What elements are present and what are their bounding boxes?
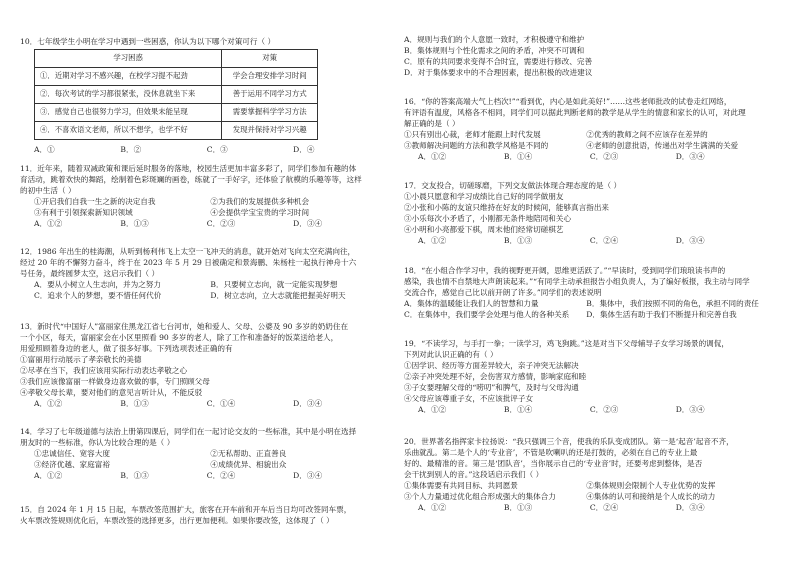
statement: ②无私帮助、正直善良 xyxy=(210,449,287,458)
statement: ①开启我们自我一生之新的决定自我 xyxy=(34,197,156,206)
question-stem-line: 16．“你的答案高端大气上档次!”“看到优，内心是如此美好!”……这些老师批改的试卷走红网络， xyxy=(404,97,732,106)
question-20 xyxy=(404,436,776,513)
option-a[interactable]: A．①② xyxy=(418,405,447,414)
answer-options xyxy=(404,404,776,415)
option-c[interactable]: C．原有的共同要求变得不合时宜，需要进行修改、完善 xyxy=(404,57,593,66)
answer-options xyxy=(20,218,394,229)
option-b[interactable]: B．①③ xyxy=(503,503,533,512)
question-stem-line: 20．世界著名指挥家卡拉扬说：“我只强调三个音，使我的乐队变成团队。第一是‘起音’起音不齐， xyxy=(404,437,734,446)
option-c[interactable]: C．②③ xyxy=(206,219,236,228)
question-14 xyxy=(20,426,394,481)
question-stem-line: 15．自 2024 年 1 月 15 日起，车票改签范围扩大，旅客在开车前和开车后当日均可改签同车票， xyxy=(20,505,352,514)
statement: ③教师解决问题的方法和教学风格是不同的 xyxy=(404,141,549,150)
question-stem-line: 的初中生活（ ） xyxy=(20,186,76,195)
question-stem-line: 经过 20 年的不懈努力奋斗，终于在 2023 年 5 月 29 日被确定和景海鹏、朱杨柱一起执行神舟十六 xyxy=(20,258,357,267)
table-cell: 学会合理安排学习时间 xyxy=(222,68,318,86)
option-d[interactable]: D．③④ xyxy=(293,219,323,228)
answer-options xyxy=(20,470,394,481)
statement: ③子女要理解父母的“唠叨”和脾气，及时与父母沟通 xyxy=(404,383,579,392)
question-stem-line: 18．“在小组合作学习中，我的视野更开阔，思维更活跃了。”“早读时，受到同学们琅琅读书声的 xyxy=(404,266,726,275)
question-stem-line: 解正确的是（ ） xyxy=(404,119,460,128)
option-b[interactable]: B．只要树立志向，就一定能实现梦想 xyxy=(210,280,338,289)
question-stem-line: 乐曲就乱。第二是个人的‘专业音’，不管是吹喇叭的还是打鼓的，必须在自己的专业上最 xyxy=(404,448,698,457)
statement: ④孝敬父母长辈，要对他们的意见言听计从，不能反驳 xyxy=(20,388,203,397)
statement: ②集体规则会限制个人专业优势的发挥 xyxy=(586,481,716,490)
question-19 xyxy=(404,338,776,415)
option-a[interactable]: A．要从小树立人生志向，并为之努力 xyxy=(34,280,161,289)
table-cell: ③．感觉自己也很努力学习，但效果未能呈现 xyxy=(35,104,222,122)
option-d[interactable]: D．③④ xyxy=(675,405,705,414)
option-b[interactable]: B．①④ xyxy=(503,405,533,414)
option-d[interactable]: D．③④ xyxy=(293,399,323,408)
question-15 xyxy=(20,504,394,526)
statement: ①集体需要有共同目标、共同愿景 xyxy=(404,481,518,490)
question-18 xyxy=(404,265,776,320)
option-b[interactable]: B．①③ xyxy=(503,236,533,245)
statement-row xyxy=(20,196,394,207)
statement: ③有利于引领探索新知识领域 xyxy=(34,208,133,217)
question-10 xyxy=(20,36,394,155)
option-c[interactable]: C．③ xyxy=(206,145,228,154)
answer-options xyxy=(404,309,776,320)
question-stem-line: 13．新时代“中国好人”富丽家住黑龙江省七台河市，她和爱人、父母、公婆及 90 多岁的奶奶住在 xyxy=(20,322,349,331)
question-stem-line: 12．1986 年出生的桂海潮，从听到杨利伟飞上太空一飞冲天的消息，就开始对飞向太空充满向往， xyxy=(20,247,356,256)
table-row xyxy=(35,122,318,140)
option-b[interactable]: B．①③ xyxy=(120,471,149,480)
option-b[interactable]: B．② xyxy=(120,145,142,154)
statement: ②为我们的发展提供多种机会 xyxy=(210,197,310,206)
option-d[interactable]: D．③④ xyxy=(293,471,323,480)
question-stem: 17．交友投合，切磋琢磨，下列交友做法体现合理态度的是（ ） xyxy=(404,181,622,190)
statement-row xyxy=(20,448,394,459)
statement: ④集体的认可和接纳是个人成长的动力 xyxy=(586,492,716,501)
question-stem-line: 14．学习了七年级道德与法治上册第四课后，同学们在一起讨论交友的一些标准，其中是小明在选择 xyxy=(20,427,357,436)
option-a[interactable]: A．规则与我们的个人意愿一致时，才积极遵守和维护 xyxy=(404,35,585,44)
question-stem-line: 号任务，最终圆梦太空，这启示我们（ ） xyxy=(20,269,160,278)
question-stem-line: 会干扰到别人的音。”这段话启示我们（ ） xyxy=(404,470,544,479)
question-16 xyxy=(404,96,776,162)
table-row xyxy=(35,68,318,86)
statement: ①只有别出心裁，老师才能跟上时代发展 xyxy=(404,130,541,139)
question-stem-line: 用爱照顾着身边的老人，做了很多好事。下列选项表述正确的有 xyxy=(20,344,233,353)
option-c[interactable]: C．②③ xyxy=(589,405,619,414)
statement: ②小张和小陈的友谊只维持在好友的时候间，能够真言指出来 xyxy=(404,203,610,212)
statement-row xyxy=(404,129,776,140)
option-c[interactable]: C．在集体中，我们要学会处理与他人的各种关系 xyxy=(404,310,570,319)
table-row xyxy=(35,104,318,122)
statement: ④会提供学宝宝贵的学习时间 xyxy=(210,208,310,217)
answer-options xyxy=(20,144,394,155)
question-13 xyxy=(20,321,394,409)
option-d[interactable]: D．③④ xyxy=(675,236,705,245)
question-stem-line: 朋友时的一些标准，你认为比较合理的是（ ） xyxy=(20,438,175,447)
option-a[interactable]: A．①② xyxy=(34,471,63,480)
option-d[interactable]: D．③④ xyxy=(675,152,705,161)
question-stem-line: 火车票改签规则优化后，车票改签的选择更多，出行更加便利。如果你要改签，这体现了（ ） xyxy=(20,516,334,525)
option-a[interactable]: A．①② xyxy=(418,503,447,512)
option-d[interactable]: D．树立志向，立大志就能把握美好明天 xyxy=(210,291,346,300)
table-cell: ④．不喜欢语文老师，所以不想学，也学不好 xyxy=(35,122,222,140)
statement: ④老师的创意批语，传递出对学生满满的关爱 xyxy=(586,141,739,150)
statement: ③个人力量通过优化组合形成强大的集体合力 xyxy=(404,492,556,501)
option-b[interactable]: B．①③ xyxy=(120,399,149,408)
option-c[interactable]: C．②④ xyxy=(589,503,619,512)
option-a[interactable]: A．①② xyxy=(34,219,63,228)
answer-options xyxy=(404,502,776,513)
statement-row xyxy=(404,480,776,491)
statement: ④小明和小亮都爱下棋，周末他们经常切磋棋艺 xyxy=(404,225,564,234)
question-stem: 10．七年级学生小明在学习中遇到一些困惑，你认为以下哪个对策可行（ ） xyxy=(20,37,276,46)
statement: ②尽孝在当下，我们应该用实际行动表达孝敬之心 xyxy=(20,366,188,375)
question-stem-line: 好的、最精准的音。第三是‘团队音’，当你展示自己的‘专业音’时，还要考虑到整体，是否 xyxy=(404,459,703,468)
option-d[interactable]: D．④ xyxy=(293,145,315,154)
option-b[interactable]: B．①③ xyxy=(120,219,149,228)
table-cell: 需要掌握科学学习方法 xyxy=(222,104,318,122)
question-17 xyxy=(404,180,776,246)
table-cell: 发现并保持对学习兴趣 xyxy=(222,122,318,140)
statement: ③经济优越、家庭富裕 xyxy=(34,460,110,469)
table-header: 对策 xyxy=(222,50,318,68)
answer-options xyxy=(20,398,394,409)
statement: ②优秀的教师之间不应该存在差异的 xyxy=(586,130,708,139)
statement: ①因学识、经历等方面差异较大，亲子冲突无法解决 xyxy=(404,361,579,370)
answer-options xyxy=(404,235,776,246)
table-cell: ②．每次考试的学习都很紧张，没休息就坐下来 xyxy=(35,86,222,104)
option-d[interactable]: D．集体生活有助于我们不断提升和完善自我 xyxy=(586,310,737,319)
q10-table xyxy=(34,49,318,140)
option-d[interactable]: D．对于集体要求中的不合理因素，提出积极的改进建议 xyxy=(404,68,593,77)
option-a[interactable]: A．① xyxy=(34,145,55,154)
statement: ①小晨只愿意和学习成绩比自己好的同学做朋友 xyxy=(404,192,564,201)
statement: ③我们应该像富丽一样做身边喜欢做的事，专门照顾父母 xyxy=(20,377,210,386)
option-c[interactable]: C．②④ xyxy=(206,471,236,480)
statement-row xyxy=(20,459,394,470)
table-cell: 善于运用不同学习方式 xyxy=(222,86,318,104)
option-b[interactable]: B．①④ xyxy=(503,152,533,161)
question-stem-line: 一个小区，每天，富丽家会在小区里照看 90 多岁的老人，除了工作和准备好的饭菜送给老人， xyxy=(20,333,339,342)
question-stem-line: 11．近年来，随着双减政策和课后延时服务的落地，校园生活更加丰富多彩了，同学们参加有趣的体 xyxy=(20,164,357,173)
option-d[interactable]: D．③④ xyxy=(675,503,705,512)
option-a[interactable]: A．①② xyxy=(34,399,63,408)
option-c[interactable]: C．②③ xyxy=(589,152,619,161)
question-stem-line: 育活动，跳着欢快的舞蹈，绘制着色彩斑斓的画卷，练就了一手好字，还体验了航模的乐趣等等，这样 xyxy=(20,175,362,184)
statement: ①富丽用行动展示了孝亲敬长的美德 xyxy=(20,355,142,364)
answer-options xyxy=(404,151,776,162)
question-15-options xyxy=(404,34,776,78)
option-a[interactable]: A．①② xyxy=(418,236,447,245)
option-b[interactable]: B．集体中，我们按照不同的角色，承担不同的责任 xyxy=(586,299,759,308)
option-c[interactable]: C．②④ xyxy=(589,236,619,245)
statement: ②亲子冲突处理不好，会伤害双方感情，影响家庭和睦 xyxy=(404,372,587,381)
option-c[interactable]: C．①④ xyxy=(206,399,236,408)
statement: ③小乐每次小矛盾了，小刚都无条件地陪同和关心 xyxy=(404,214,572,223)
table-cell: ①．近期对学习不感兴趣，在校学习提不起劲 xyxy=(35,68,222,86)
table-header: 学习困惑 xyxy=(35,50,222,68)
question-stem-line: 有评语有温度，风格各不相同，同学们可以据此判断老师的教学是从学生的情意和家长的认可，对此理 xyxy=(404,108,746,117)
statement-row xyxy=(20,207,394,218)
answer-options xyxy=(20,279,394,290)
question-stem-line: 19．“不读学习，与手打一拳；一读学习，鸡飞狗跳。”这是对当下父母辅导子女学习场景的调侃， xyxy=(404,339,729,348)
question-stem-line: 下列对此认识正确的有（ ） xyxy=(404,350,498,359)
question-11 xyxy=(20,163,394,229)
answer-options xyxy=(404,298,776,309)
option-a[interactable]: A．①② xyxy=(418,152,447,161)
question-stem-line: 交流合作，感觉自己比以前开朗了许多。”同学们的表述说明 xyxy=(404,288,602,297)
question-12 xyxy=(20,246,394,301)
answer-options xyxy=(20,290,394,301)
statement: ①忠诚信任、宽容大度 xyxy=(34,449,110,458)
option-b[interactable]: B．集体规则与个性化需求之间的矛盾，冲突不可调和 xyxy=(404,46,585,55)
question-stem-line: 感染，我也情不自禁地大声朗读起来。”“有同学主动承担报告小组负责人，为了编好板报，我主动与同学 xyxy=(404,277,750,286)
option-a[interactable]: A．集体的温暖能让我们人的智慧和力量 xyxy=(404,299,539,308)
statement: ④成绩优异、相貌出众 xyxy=(210,460,287,469)
statement: ④父母应该尊重子女，不应该批评子女 xyxy=(404,394,534,403)
statement-row xyxy=(404,140,776,151)
option-c[interactable]: C．追求个人的梦想，要不惜任何代价 xyxy=(34,291,162,300)
statement-row xyxy=(404,491,776,502)
table-row xyxy=(35,86,318,104)
